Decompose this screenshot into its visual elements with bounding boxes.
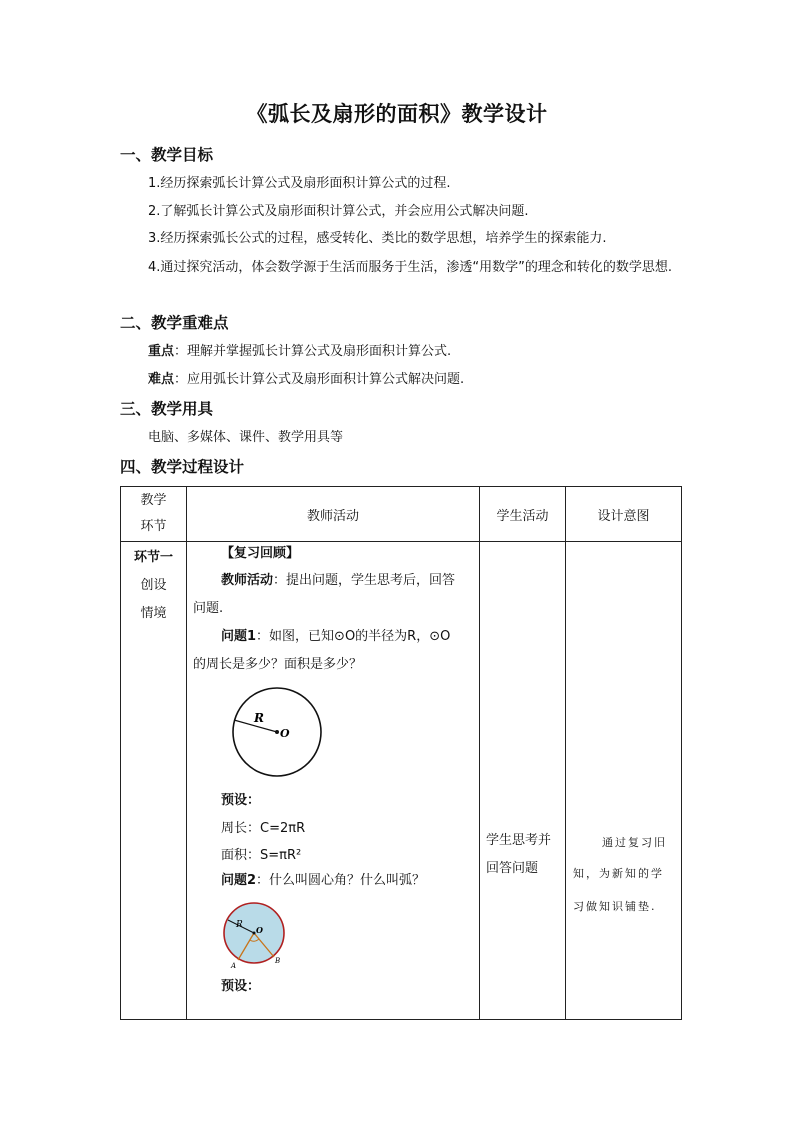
table-row — [121, 542, 682, 1020]
teacher-activity-line: 教师活动：提出问题，学生思考后，回答 — [221, 573, 456, 588]
question-1-line: 问题1：如图，已知⊙O的半径为R，⊙O — [221, 629, 451, 644]
goal-item: 3.经历探索弧长公式的过程，感受转化、类比的数学思想，培养学生的探索能力. — [148, 231, 607, 246]
center-point — [275, 730, 279, 734]
header-design: 设计意图 — [566, 487, 682, 542]
header-stage: 教学 环节 — [121, 487, 187, 542]
key-point-text: ：理解并掌握弧长计算公式及扇形面积计算公式. — [174, 344, 452, 359]
question-2-line: 问题2：什么叫圆心角？什么叫弧？ — [221, 873, 426, 888]
difficult-point-label: 难点 — [148, 372, 175, 387]
design-intent-line: 通过复习旧 — [602, 836, 667, 849]
student-activity-cell — [480, 542, 566, 1020]
document-title: 《弧长及扇形的面积》教学设计 — [246, 101, 548, 126]
sector-b-label: B — [275, 957, 281, 965]
design-intent-cell — [566, 542, 682, 1020]
design-intent-line: 知，为新知的学 — [573, 867, 664, 880]
difficult-point — [148, 371, 464, 389]
process-table — [120, 486, 682, 1020]
teacher-activity-line: 问题. — [193, 601, 224, 616]
goal-item: 4.通过探究活动，体会数学源于生活而服务于生活，渗透“用数学”的理念和转化的数学思想. — [148, 260, 673, 275]
preset-label-2: 预设： — [221, 979, 261, 994]
stage-cell: 环节一 创设 情境 — [121, 542, 187, 1020]
review-heading: 【复习回顾】 — [221, 546, 300, 561]
section-heading-goals: 一、教学目标 — [120, 146, 214, 164]
difficult-point-text: ：应用弧长计算公式及扇形面积计算公式解决问题. — [174, 372, 465, 387]
goal-item: 1.经历探索弧长计算公式及扇形面积计算公式的过程. — [148, 176, 451, 191]
teacher-activity-cell — [187, 542, 480, 1020]
tools-text: 电脑、多媒体、课件、教学用具等 — [148, 430, 344, 445]
sector-o-label: O — [256, 925, 263, 935]
question-1-line: 的周长是多少？面积是多少？ — [193, 657, 363, 672]
goal-item: 2.了解弧长计算公式及扇形面积计算公式，并会应用公式解决问题. — [148, 204, 529, 219]
section-heading-key-points: 二、教学重难点 — [120, 314, 229, 332]
table-header-row — [121, 487, 682, 542]
student-activity-line: 学生思考并 — [486, 833, 552, 848]
header-teacher: 教师活动 — [187, 487, 480, 542]
area-formula: 面积：S=πR² — [221, 848, 302, 863]
sector-r-label: R — [236, 920, 243, 930]
student-activity-line: 回答问题 — [486, 861, 539, 876]
section-heading-tools: 三、教学用具 — [120, 400, 214, 418]
sector-a-label: A — [231, 962, 237, 970]
circumference-formula: 周长：C=2πR — [221, 821, 306, 836]
preset-label: 预设： — [221, 793, 261, 808]
design-intent-line: 习做知识铺垫. — [573, 900, 657, 913]
header-student: 学生活动 — [480, 487, 566, 542]
radius-label: R — [254, 711, 264, 725]
sector-figure — [221, 900, 291, 970]
center-label: O — [280, 727, 290, 740]
key-point — [148, 343, 451, 361]
key-point-label: 重点 — [148, 344, 175, 359]
circle-figure — [227, 682, 327, 782]
section-heading-process: 四、教学过程设计 — [120, 458, 245, 476]
